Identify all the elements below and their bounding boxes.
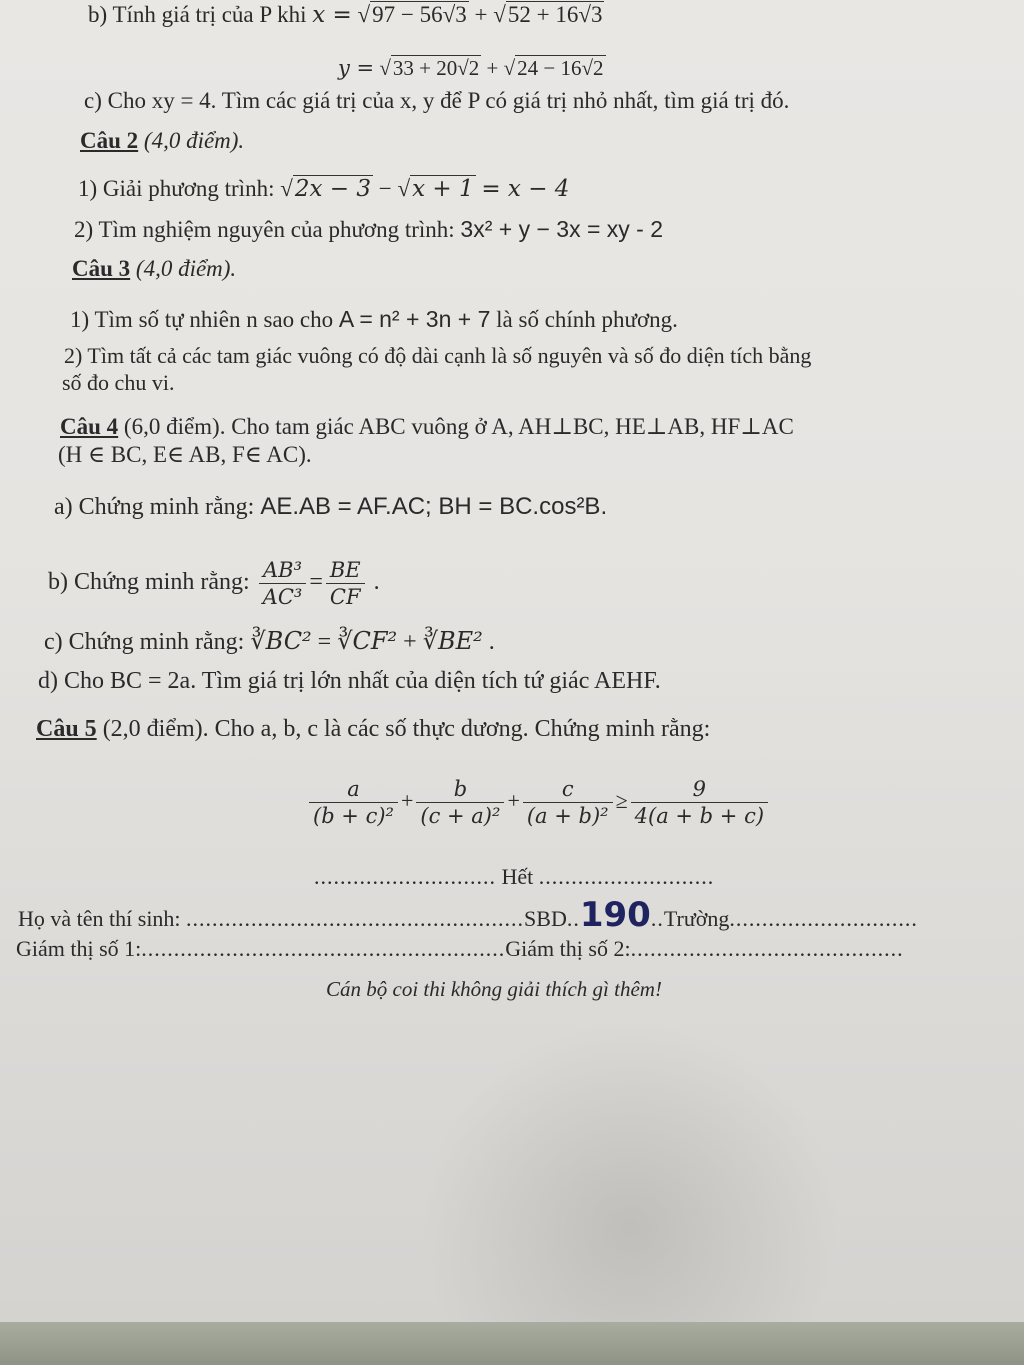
proctor-2-dots: .......................................... [630,936,904,961]
y-radicand-1: 33 + 20√2 [392,56,480,80]
q2-p2 [74,216,663,243]
q5-term-1: $\frac{a}{\text{(b + c)²}}$ [309,776,398,829]
q5-term-3: $\frac{c}{\text{(a + b)²}}$ [523,776,613,829]
q2-p1-rhs: = x − 4 [481,176,570,202]
sbd-dots-2: .. [650,906,664,931]
x-lhs: x = [312,2,352,28]
q5-intro: (2,0 điểm). Cho a, b, c là các số thực dương. Chứng minh rằng: [102,716,711,742]
q5-term-2: $\frac{b}{\text{(c + a)²}}$ [416,776,504,829]
q4-c-term-1: ∛BC² [250,627,312,655]
q4-c-term-2: ∛CF² [337,627,398,655]
q2-heading-line [80,128,244,154]
x-radicand-2: 52 + 16√3 [507,2,603,27]
q3-heading: Câu 3 [72,256,131,281]
q5-intro-line [36,716,710,742]
q3-p1-tail: là số chính phương. [496,307,678,332]
sbd-dots: .. [566,906,580,931]
q2-p1-radicand-2: x + 1 [412,176,474,202]
geq-sign: ≥ [615,788,628,813]
q4-a-label: a) Chứng minh rằng: [54,494,255,520]
end-text: Hết [501,864,534,889]
proctor-line [16,936,904,962]
q3-points: (4,0 điểm). [135,256,237,281]
q2-p1-label: 1) Giải phương trình: [78,176,275,201]
q4-d: d) Cho BC = 2a. Tìm giá trị lớn nhất của diện tích tứ giác AEHF. [38,668,661,694]
q3-p1-text: 1) Tìm số tự nhiên n sao cho [70,307,334,332]
sbd-handwritten-value: 190 [579,895,651,935]
q2-points: (4,0 điểm). [143,128,245,153]
q1b-label: b) Tính giá trị của P khi [88,2,307,27]
q1b-y-line: y = √33 + 20√2 + √24 − 16√2 [338,56,604,80]
q2-p1-radicand-1: 2x − 3 [294,176,371,202]
q1c-text: c) Cho xy = 4. Tìm các giá trị của x, y để P có giá trị nhỏ nhất, tìm giá trị đó. [84,88,790,113]
q3-heading-line [72,256,236,282]
q3-p1-equation: A = n² + 3n + 7 [338,306,491,332]
table-edge [0,1322,1024,1365]
q2-p2-text: 2) Tìm nghiệm nguyên của phương trình: [74,217,455,242]
q5-inequality: $\frac{a}{\text{(b + c)²}}$ + $\frac{b}{\text{(c + a)²}}$ + $\frac{c}{\text{(a + b)²}}$ ≥ $\frac{9}{4(a + b + c)}$ [306,768,771,834]
footer-note: Cán bộ coi thi không giải thích gì thêm! [326,977,662,1001]
q2-p1: 1) Giải phương trình: √2x − 3 − √x + 1 = x − 4 [78,176,570,202]
q4-a-equation: AE.AB = AF.AC; BH = BC.cos²B. [260,493,608,520]
x-radicand-1: 97 − 56√3 [372,2,467,27]
school-label: Trường [663,906,730,931]
shadow [420,1020,840,1365]
proctor-1-label: Giám thị số 1: [16,936,142,961]
plus-sign: + [486,56,499,80]
y-lhs: y = [338,56,375,80]
end-line [314,864,714,890]
dots-left: ............................ [314,864,496,889]
q4-b-fraction-right: $\frac{BE}{CF}$ [326,557,365,610]
sbd-label: SBD [524,906,567,931]
q3-p1 [70,306,678,333]
q1b-line: b) Tính giá trị của P khi x = √97 − 56√3 + √52 + 16√3 [88,2,603,28]
q4-c-term-3: ∛BE² [422,627,483,655]
q4-intro: (6,0 điểm). Cho tam giác ABC vuông ở A, AH⊥BC, HE⊥AB, HF⊥AC [123,414,794,439]
candidate-name-label: Họ và tên thí sinh: [18,906,181,931]
q5-heading: Câu 5 [36,716,97,742]
proctor-1-dots: ........................................................ [141,936,506,961]
q4-b: b) Chứng minh rằng: $\frac{\text{AB³}}{\text{AC³}}$ = $\frac{BE}{CF}$ . [48,557,380,609]
plus-sign: + [474,2,488,27]
q5-rhs: $\frac{9}{4(a + b + c)}$ [631,776,768,829]
q4-b-label: b) Chứng minh rằng: [48,569,250,595]
candidate-line [18,895,918,935]
dots-right: ........................... [538,864,715,889]
proctor-2-label: Giám thị số 2: [505,936,631,961]
y-radicand-2: 24 − 16√2 [517,56,604,80]
q4-heading: Câu 4 [60,414,119,439]
minus-sign: − [378,176,392,201]
q4-intro2: (H ∈ BC, E∈ AB, F∈ AC). [58,442,312,467]
q4-c: c) Chứng minh rằng: ∛BC² = ∛CF² + ∛BE² . [44,627,495,655]
school-dots: ............................. [729,906,918,931]
q4-a [54,494,607,520]
q3-p2-line1: 2) Tìm tất cả các tam giác vuông có độ dài cạnh là số nguyên và số đo diện tích bằng [64,343,812,368]
q3-p2-line2: số đo chu vi. [62,370,175,395]
name-dots: .................................................... [186,906,525,931]
q2-p2-equation: 3x² + y − 3x = xy - 2 [460,216,664,242]
q4-c-label: c) Chứng minh rằng: [44,629,245,655]
q2-heading: Câu 2 [80,128,139,153]
q4-b-fraction-left: $\frac{\text{AB³}}{\text{AC³}}$ [259,557,307,610]
q4-intro-line [60,414,794,440]
